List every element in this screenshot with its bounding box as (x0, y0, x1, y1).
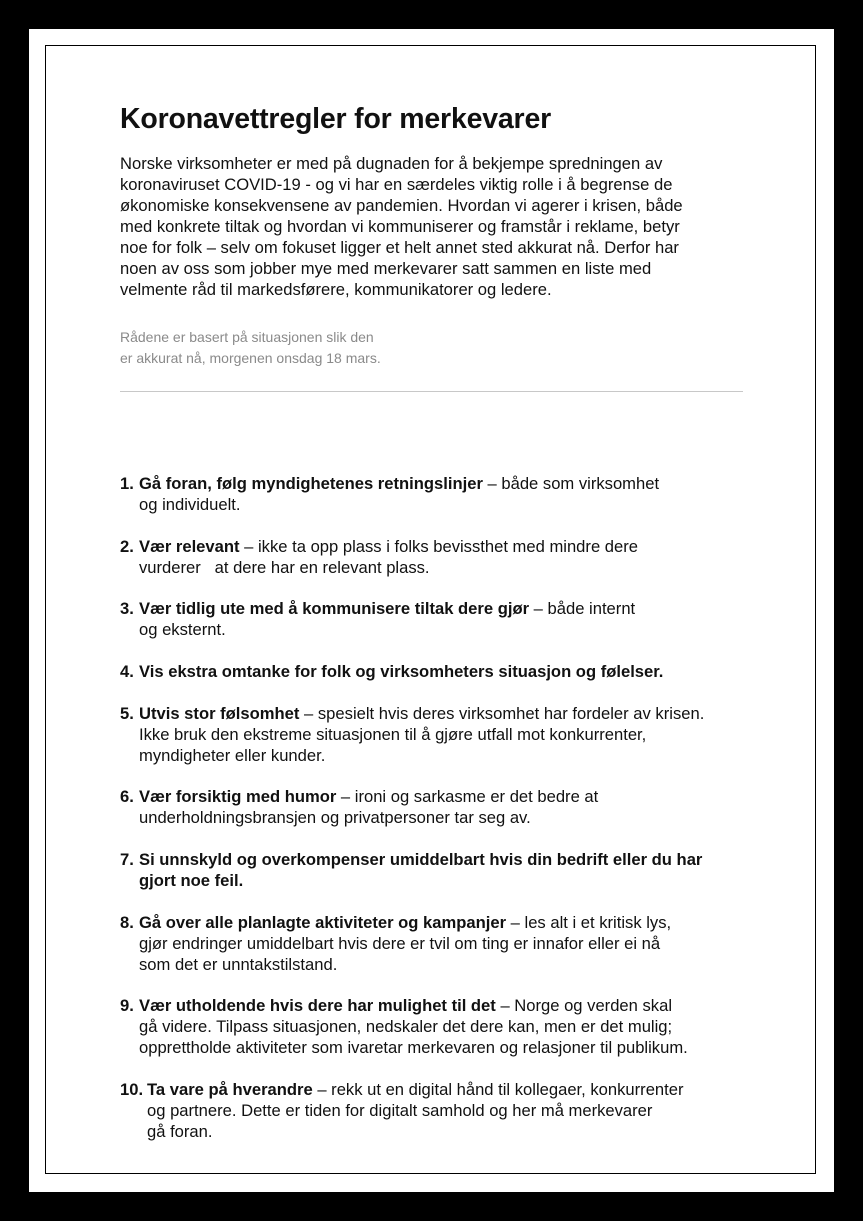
intro-line: Norske virksomheter er med på dugnaden for å bekjempe spredningen av (120, 154, 663, 173)
item-heading: Gå over alle planlagte aktiviteter og kampanjer (139, 913, 507, 932)
item-number: 9. (120, 996, 134, 1015)
date-note (120, 327, 744, 369)
item-text: – spesielt hvis deres virksomhet har fordeler av krisen. (299, 704, 705, 723)
item-heading: Ta vare på hverandre (147, 1080, 313, 1099)
item-text: vurderer at dere har en relevant plass. (139, 558, 430, 577)
list-item (120, 1079, 684, 1142)
intro-line: noen av oss som jobber mye med merkevarer satt sammen en liste med (120, 259, 652, 278)
intro-paragraph (120, 153, 744, 300)
item-text: – Norge og verden skal (495, 996, 673, 1015)
item-heading: Vær forsiktig med humor (139, 787, 337, 806)
item-text: – ikke ta opp plass i folks bevissthet med mindre dere (239, 537, 638, 556)
divider (120, 391, 743, 392)
item-number: 4. (120, 662, 134, 681)
intro-line: velmente råd til markedsførere, kommunikatorer og ledere. (120, 280, 552, 299)
item-number: 8. (120, 913, 134, 932)
item-number: 1. (120, 474, 134, 493)
item-heading: Vis ekstra omtanke for folk og virksomheters situasjon og følelser. (139, 662, 664, 681)
item-number: 10. (120, 1080, 144, 1099)
item-text: Ikke bruk den ekstreme situasjonen til å gjøre utfall mot konkurrenter, (139, 725, 647, 744)
list-item (120, 703, 704, 766)
item-text: som det er unntakstilstand. (139, 955, 338, 974)
item-number: 7. (120, 850, 134, 869)
item-text: – les alt i et kritisk lys, (506, 913, 672, 932)
item-heading: Utvis stor følsomhet (139, 704, 300, 723)
item-heading: Vær relevant (139, 537, 240, 556)
item-text: og eksternt. (139, 620, 226, 639)
list-item (120, 473, 659, 515)
list-item (120, 912, 671, 975)
list-item (120, 849, 702, 891)
list-item (120, 598, 635, 640)
item-text: – både som virksomhet (482, 474, 660, 493)
note-line: Rådene er basert på situasjonen slik den (120, 329, 374, 345)
page-title: Koronavettregler for merkevarer (120, 103, 551, 135)
item-text: – både internt (529, 599, 636, 618)
item-number: 6. (120, 787, 134, 806)
item-text: – ironi og sarkasme er det bedre at (336, 787, 599, 806)
item-text: – rekk ut en digital hånd til kollegaer, konkurrenter (312, 1080, 684, 1099)
intro-line: med konkrete tiltak og hvordan vi kommuniserer og framstår i reklame, betyr (120, 217, 680, 236)
item-heading: Gå foran, følg myndighetenes retningslinjer (139, 474, 483, 493)
note-line: er akkurat nå, morgenen onsdag 18 mars. (120, 350, 381, 366)
item-heading: gjort noe feil. (139, 871, 244, 890)
list-item (120, 661, 663, 682)
document-page (29, 29, 834, 1192)
intro-line: koronaviruset COVID-19 - og vi har en særdeles viktig rolle i å begrense de (120, 175, 673, 194)
item-text: gå videre. Tilpass situasjonen, nedskaler det dere kan, men er det mulig; (139, 1017, 673, 1036)
item-text: myndigheter eller kunder. (139, 746, 326, 765)
list-item (120, 995, 688, 1058)
item-text: gå foran. (147, 1122, 213, 1141)
item-number: 3. (120, 599, 134, 618)
item-text: gjør endringer umiddelbart hvis dere er tvil om ting er innafor eller ei nå (139, 934, 661, 953)
item-text: og individuelt. (139, 495, 241, 514)
item-text: underholdningsbransjen og privatpersoner tar seg av. (139, 808, 531, 827)
item-number: 5. (120, 704, 134, 723)
document-content (120, 101, 744, 1141)
item-text: og partnere. Dette er tiden for digitalt samhold og her må merkevarer (147, 1101, 653, 1120)
list-item (120, 786, 598, 828)
list-item (120, 536, 638, 578)
item-heading: Si unnskyld og overkompenser umiddelbart hvis din bedrift eller du har (139, 850, 703, 869)
item-heading: Vær tidlig ute med å kommunisere tiltak dere gjør (139, 599, 530, 618)
item-number: 2. (120, 537, 134, 556)
intro-line: noe for folk – selv om fokuset ligger et helt annet sted akkurat nå. Derfor har (120, 238, 679, 257)
item-heading: Vær utholdende hvis dere har mulighet til det (139, 996, 496, 1015)
item-text: opprettholde aktiviteter som ivaretar merkevaren og relasjoner til publikum. (139, 1038, 688, 1057)
intro-line: økonomiske konsekvensene av pandemien. Hvordan vi agerer i krisen, både (120, 196, 683, 215)
